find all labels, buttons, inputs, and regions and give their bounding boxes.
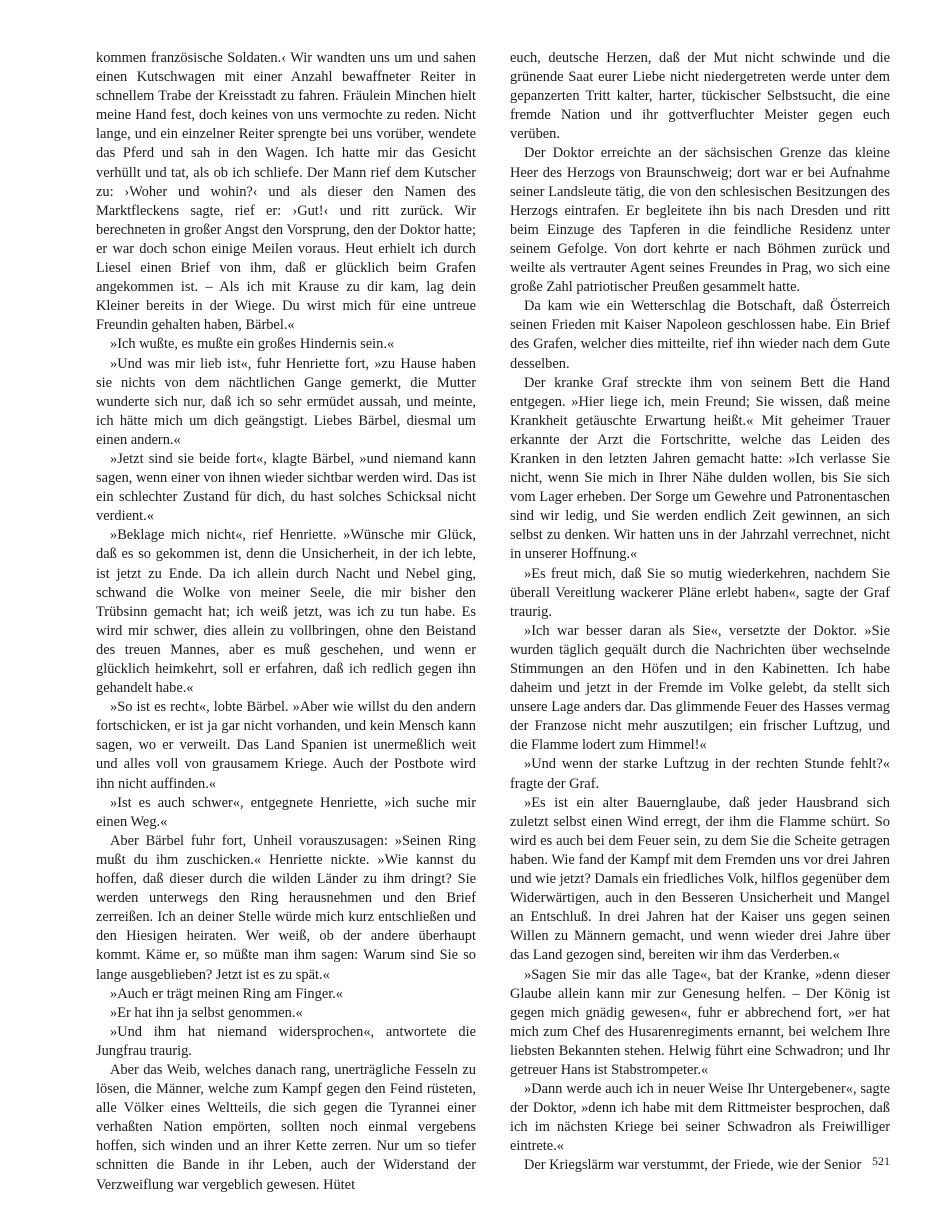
paragraph: Aber Bärbel fuhr fort, Unheil vorauszusagen: »Seinen Ring mußt du ihm zuschicken.« Henriette nickte. »Wie kannst du hoffen, daß dieser durch die wilden Länder zu ihm dringt? Sie werden unterwegs den Ring herausnehmen und den Brief zerreißen. Ich an deiner Stelle würde mich kurz entschließen und den Hiesigen heiraten. Wer weiß, ob der andere überhaupt kommt. Käme er, so müßte man ihm sagen: Warum sind Sie so lange ausgeblieben? Jetzt ist es zu spät.« [96, 832, 476, 983]
paragraph: »Es ist ein alter Bauernglaube, daß jeder Hausbrand sich zuletzt selbst einen Wind erregt, der ihm die Flamme schürt. So wird es auch bei dem Feuer sein, zu dem Sie die Scheite getragen haben. Wie fand der Kampf mit dem Fremden uns vor drei Jahren und wie jetzt? Damals ein friedliches Volk, hilflos gegenüber dem Widerwärtigen, auch in den Besseren Unsicherheit und Mangel an Entschluß. In drei Jahren hat der Kaiser uns gegen seinen Willen zu Männern gemacht, und wenn wieder drei Jahre über das Land gezogen sind, bereiten wir ihm das Verderben.« [510, 794, 890, 964]
paragraph: Der Doktor erreichte an der sächsischen Grenze das kleine Heer des Herzogs von Braunschweig; dort war er bei Aufnahme seiner Landsleute tätig, die von den schlesischen Besitzungen des Herzogs eintrafen. Er begleitete ihn bis nach Dresden und ritt beim Einzuge des Tapferen in die feindliche Residenz unter seinem Gefolge. Von dort kehrte er nach Böhmen zurück und weilte als vertrauter Agent seines Freundes in Prag, wo sich eine große Zahl patriotischer Preußen gesammelt hatte. [510, 145, 890, 296]
paragraph: euch, deutsche Herzen, daß der Mut nicht schwinde und die grünende Saat eurer Liebe nicht niedergetreten werde unter dem gepanzerten Tritt kalter, harter, tückischer Selbstsucht, die eine fremde Nation und ihr gottverfluchter Meister gegen euch verüben. [510, 50, 890, 143]
paragraph: Da kam wie ein Wetterschlag die Botschaft, daß Österreich seinen Frieden mit Kaiser Napoleon geschlossen habe. Ein Brief des Grafen, welcher dies mitteilte, rief ihn wieder nach dem Gute desselben. [510, 298, 890, 372]
paragraph: »Es freut mich, daß Sie so mutig wiederkehren, nachdem Sie überall Vereitlung wackerer Pläne erlebt haben«, sagte der Graf traurig. [510, 565, 890, 620]
paragraph: »Ich war besser daran als Sie«, versetzte der Doktor. »Sie wurden täglich gequält durch die Nachrichten über wechselnde Stimmungen an den Höfen und in den Kabinetten. Ich habe daheim und jetzt in der Fremde im Volke gelebt, da stellt sich unsere Lage anders dar. Das glimmende Feuer des Hasses vermag der Franzose nicht mehr auszutilgen; ein frischer Luftzug, und die Flamme lodert zum Himmel!« [510, 622, 890, 754]
paragraph: kommen französische Soldaten.‹ Wir wandten uns um und sahen einen Kutschwagen mit einer Anzahl bewaffneter Reiter in schnellem Trabe der Kreisstadt zu fahren. Fräulein Minchen hielt meine Hand fest, doch keines von uns vermochte zu reden. Nicht lange, und ein einzelner Reiter sprengte bei uns vorüber, wendete das Pferd und sah in den Wagen. Ich hatte mir das Gesicht verhüllt und tat, als ob ich schliefe. Der Mann rief dem Kutscher zu: ›Woher und wohin?‹ und als dieser den Namen des Marktfleckens sagte, rief er: ›Gut!‹ und ritt zurück. Wir berechneten in großer Angst den Vorsprung, den der Doktor hatte; er war doch schon einige Meilen voraus. Heut erhielt ich durch Liesel einen Brief von ihm, daß er glücklich beim Grafen angekommen ist. – Als ich mit Krause zu dir kam, lag dein Kleiner bereits in der Wiege. Du wirst mich für eine untreue Freundin gehalten haben, Bärbel.« [96, 50, 476, 334]
paragraph: Der Kriegslärm war verstummt, der Friede, wie der Senior [524, 1157, 862, 1174]
left-column [96, 49, 476, 1195]
paragraph: »Und wenn der starke Luftzug in der rechten Stunde fehlt?« fragte der Graf. [510, 756, 890, 792]
paragraph: »Und ihm hat niemand widersprochen«, antwortete die Jungfrau traurig. [96, 1023, 476, 1059]
paragraph: »Jetzt sind sie beide fort«, klagte Bärbel, »und niemand kann sagen, wenn einer von ihnen wieder sichtbar werden wird. Das ist ein schlechter Zustand für dich, du hast solches Schicksal nicht verdient.« [96, 450, 476, 525]
paragraph: »Beklage mich nicht«, rief Henriette. »Wünsche mir Glück, daß es so gekommen ist, denn die Unsicherheit, in der ich lebte, ist jetzt zu Ende. Da ich allein durch Nacht und Nebel ging, schwand die Wolke von meiner Seele, die mir bisher den Trübsinn gemacht hat; ich weiß jetzt, was ich zu tun habe. Es wird mir schwer, dies allein zu vollbringen, ohne den Beistand des treuen Mannes, aber es muß geschehen, und wenn er glücklich heimkehrt, soll er erfahren, daß ich redlich gegen ihn gehandelt habe.« [96, 527, 476, 697]
paragraph: »Dann werde auch ich in neuer Weise Ihr Untergebener«, sagte der Doktor, »denn ich habe mit dem Rittmeister besprochen, daß ich im nächsten Kriege bei seiner Schwadron als Freiwilliger eintrete.« [510, 1081, 890, 1155]
paragraph: Aber das Weib, welches danach rang, unerträgliche Fesseln zu lösen, die Männer, welche zum Kampf gegen den Feind rüsteten, alle Völker eines Weltteils, die sich gegen die Tyrannei einer verhaßten Nation empörten, sollten noch einmal vergebens hoffen, sich winden und an ihrer Kette zerren. Nur um so tiefer schnitten die Bande in ihr Leben, auch der Widerstand der Verzweiflung war vergeblich gewesen. Hütet [96, 1061, 476, 1193]
paragraph: »Und was mir lieb ist«, fuhr Henriette fort, »zu Hause haben sie nichts von dem nächtlichen Gange gemerkt, die Mutter wunderte sich nur, daß ich so sehr ermüdet aussah, und meinte, ich hätte mich um dich geängstigt. Liebes Bärbel, diesmal um einen andern.« [96, 355, 476, 448]
paragraph: »So ist es recht«, lobte Bärbel. »Aber wie willst du den andern fortschicken, er ist ja gar nicht vorhanden, und kein Mensch kann sagen, wo er verweilt. Das Land Spanien ist unermeßlich weit und alles voll von grausamem Kriege. Auch der Postbote wird ihn nicht auffinden.« [96, 699, 476, 792]
paragraph: »Auch er trägt meinen Ring am Finger.« [110, 985, 343, 1002]
right-column [510, 49, 890, 1176]
paragraph: »Er hat ihn ja selbst genommen.« [110, 1004, 303, 1021]
paragraph: »Ist es auch schwer«, entgegnete Henriette, »ich suche mir einen Weg.« [96, 794, 476, 830]
page-number: 521 [872, 1154, 890, 1168]
paragraph: Der kranke Graf streckte ihm von seinem Bett die Hand entgegen. »Hier liege ich, mein Freund; Sie wissen, daß meine Krankheit getäuschte Erwartung heißt.« Mit geheimer Trauer erkannte der Arzt die Fortschritte, welche das Leiden des Kranken in den letzten Jahren gemacht hatte: »Ich verlasse Sie nicht, wenn Sie mich in Ihrer Nähe dulden wollen, bis Sie sich vom Lager erheben. Der Sorge um Gewehre und Patronentaschen sind wir ledig, und Sie werden endlich Zeit gewinnen, an sich selbst zu denken. Wir hatten uns in der Jahrzahl verrechnet, nicht in unserer Hoffnung.« [510, 374, 890, 563]
paragraph: »Ich wußte, es mußte ein großes Hindernis sein.« [110, 336, 395, 353]
paragraph: »Sagen Sie mir das alle Tage«, bat der Kranke, »denn dieser Glaube allein kann mir zur Genesung helfen. – Der König ist gegen mich gnädig gewesen«, fuhr er abbrechend fort, »er hat mich zum Chef des Husarenregiments ernannt, bei welchem Ihre liebsten Bekannten stehen. Helwig führt eine Schwadron; und Ihr getreuer Hans ist Stabstrompeter.« [510, 966, 890, 1078]
